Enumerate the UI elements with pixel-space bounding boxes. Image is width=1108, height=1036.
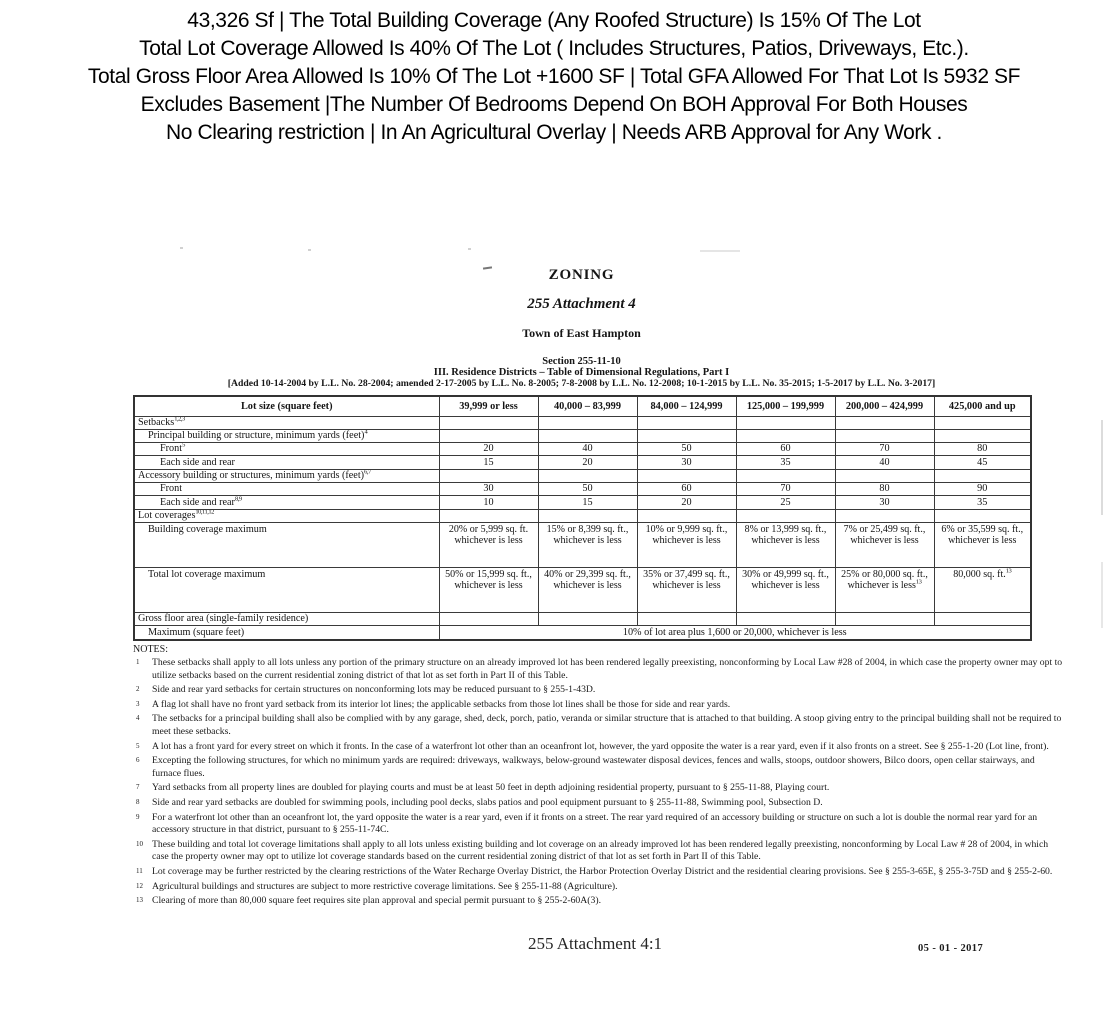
footer-page-number: 255 Attachment 4:1 xyxy=(527,934,663,953)
column-header: 39,999 or less xyxy=(439,396,538,417)
document-body xyxy=(133,267,1063,908)
table-cell: 15% or 8,399 sq. ft., whichever is less xyxy=(538,522,637,567)
table-subtitle: III. Residence Districts – Table of Dimensional Regulations, Part I xyxy=(433,367,730,378)
note-item: 11 Lot coverage may be further restricted by the clearing restrictions of the Water Recharge Overlay District, the Harbor Protection Overlay District and the residential clearing provisions. See § 255-3-65E, § 255-3-75D and § 255-2-60. xyxy=(136,866,1053,877)
table-row xyxy=(134,496,1031,510)
footer-date: 05 - 01 - 2017 xyxy=(918,943,984,954)
row-label: Each side and rear xyxy=(134,456,439,470)
table-cell xyxy=(439,469,538,482)
scan-artifact xyxy=(1101,420,1103,515)
scan-artifact xyxy=(308,249,311,251)
summary-line: Total Lot Coverage Allowed Is 40% Of The Lot ( Includes Structures, Patios, Driveways, Etc.). xyxy=(139,37,969,60)
note-item: 12 Agricultural buildings and structures are subject to more restrictive coverage limitations. See § 255-11-88 (Agriculture). xyxy=(136,880,618,892)
amendment-history: [Added 10-14-2004 by L.L. No. 28-2004; amended 2-17-2005 by L.L. No. 8-2005; 7-8-2008 by L.L. No. 12-2008; 10-1-2015 by L.L. No. 35-2015; 1-5-2017 by L.L. No. 3-2017] xyxy=(227,378,936,389)
scan-artifact xyxy=(1101,562,1103,628)
table-cell xyxy=(835,429,934,442)
table-cell: 60 xyxy=(736,442,835,456)
table-cell xyxy=(736,429,835,442)
table-cell: 50 xyxy=(538,482,637,496)
table-cell xyxy=(439,416,538,429)
town-heading: Town of East Hampton xyxy=(522,326,641,340)
table-cell: 10 xyxy=(439,496,538,510)
table-cell: 50% or 15,999 sq. ft., whichever is less xyxy=(439,567,538,612)
table-cell: 35% or 37,499 sq. ft., whichever is less xyxy=(637,567,736,612)
table-cell xyxy=(934,416,1031,429)
table-cell: 35 xyxy=(736,456,835,470)
row-label: Total lot coverage maximum xyxy=(134,567,439,612)
table-cell: 40 xyxy=(538,442,637,456)
table-cell xyxy=(835,612,934,625)
table-cell: 6% or 35,599 sq. ft., whichever is less xyxy=(934,522,1031,567)
table-cell xyxy=(934,509,1031,522)
table-cell: 25 xyxy=(736,496,835,510)
table-cell: 20 xyxy=(538,456,637,470)
table-cell xyxy=(538,429,637,442)
notes-label: NOTES: xyxy=(133,643,168,655)
note-item: 1 These setbacks shall apply to all lots unless any portion of the primary structure on an already improved lot has been rendered legally preexisting, nonconforming by Local Law #28 of 2004, in which case the property owner may opt to utilize setbacks based on the current residential zoning district of that lot as set forth in Part II of this Table. xyxy=(136,657,1063,681)
table-row xyxy=(134,482,1031,496)
row-label: Gross floor area (single-family residence) xyxy=(134,612,439,625)
table-cell: 70 xyxy=(736,482,835,496)
table-cell: 15 xyxy=(439,456,538,470)
table-cell xyxy=(835,469,934,482)
note-item: 5 A lot has a front yard for every street on which it fronts. In the case of a waterfront lot other than an oceanfront lot, however, the yard opposite the water is a rear yard, even if it also fronts on a street. See § 255-1-20 (Lot line, front). xyxy=(136,740,1049,752)
table-cell: 30 xyxy=(637,456,736,470)
summary-line: No Clearing restriction | In An Agricultural Overlay | Needs ARB Approval for Any Work . xyxy=(165,121,942,144)
table-header-row xyxy=(134,396,1031,417)
table-cell xyxy=(637,469,736,482)
table-row xyxy=(134,522,1031,567)
table-row xyxy=(134,567,1031,612)
summary-line: 43,326 Sf | The Total Building Coverage (Any Roofed Structure) Is 15% Of The Lot xyxy=(187,9,921,32)
note-item: 4 The setbacks for a principal building shall also be complied with by any garage, shed, deck, porch, patio, veranda or similar structure that is attached to that building. A stoop giving entry to the principal building shall not be required to meet these setbacks. xyxy=(136,713,1062,738)
table-cell xyxy=(934,429,1031,442)
scan-artifact xyxy=(468,248,471,250)
table-cell: 45 xyxy=(934,456,1031,470)
row-label: Setbacks$^{1,2,3}$ xyxy=(134,416,439,429)
table-cell xyxy=(835,509,934,522)
section-heading: Section 255-11-10 xyxy=(542,356,621,367)
table-cell xyxy=(736,612,835,625)
summary-line: Total Gross Floor Area Allowed Is 10% Of The Lot +1600 SF | Total GFA Allowed For That Lot Is 5932 SF xyxy=(87,65,1021,88)
table-cell xyxy=(934,469,1031,482)
table-row xyxy=(134,456,1031,470)
table-cell: 60 xyxy=(637,482,736,496)
table-row xyxy=(134,429,1031,442)
table-cell xyxy=(538,612,637,625)
row-label: Front xyxy=(134,482,439,496)
notes-list xyxy=(133,657,1065,908)
table-cell xyxy=(736,469,835,482)
table-cell xyxy=(439,612,538,625)
attachment-heading: 255 Attachment 4 xyxy=(527,296,636,312)
dimensional-regulations-table xyxy=(133,395,1032,641)
note-item: 9 For a waterfront lot other than an oceanfront lot, the yard opposite the water is a rear yard, even if it fronts on a street. The rear yard required of an accessory building or structure on such a lot is double the normal rear yard for an accessory structure in that district, pursuant to § 255-11-74C. xyxy=(136,811,1038,836)
note-item: 13 Clearing of more than 80,000 square feet requires site plan approval and special permit pursuant to § 255-2-60A(3). xyxy=(136,895,601,907)
table-cell: 80 xyxy=(934,442,1031,456)
table-cell: 30 xyxy=(439,482,538,496)
table-row xyxy=(134,612,1031,625)
note-item: 6 Excepting the following structures, for which no minimum yards are required: driveways, walkways, below-ground wastewater disposal devices, fences and walls, stoops, outdoor showers, Bilco doors, open cellar stairways, and furnace flues. xyxy=(136,755,1035,779)
table-row xyxy=(134,416,1031,429)
table-cell xyxy=(538,469,637,482)
table-cell xyxy=(736,416,835,429)
document-title: ZONING xyxy=(548,267,615,283)
row-label: Principal building or structure, minimum yards (feet)$^4$ xyxy=(134,429,439,442)
table-row xyxy=(134,509,1031,522)
row-label: Front$^5$ xyxy=(134,442,439,456)
table-row xyxy=(134,469,1031,482)
listing-summary xyxy=(0,7,1108,147)
table-cell: 20% or 5,999 sq. ft. whichever is less xyxy=(439,522,538,567)
note-item: 2 Side and rear yard setbacks for certain structures on nonconforming lots may be reduced pursuant to § 255-1-43D. xyxy=(136,684,596,696)
table-cell: 90 xyxy=(934,482,1031,496)
column-header: 125,000 – 199,999 xyxy=(736,396,835,417)
column-header: 200,000 – 424,999 xyxy=(835,396,934,417)
notes-section xyxy=(133,644,1065,908)
table-cell: 20 xyxy=(439,442,538,456)
table-cell xyxy=(637,612,736,625)
scan-artifact xyxy=(700,250,740,252)
note-item: 10 These building and total lot coverage limitations shall apply to all lots unless existing building and lot coverage on an already improved lot has been rendered legally preexisting, nonconforming by Local Law # 28 of 2004, in which case the property owner may opt to utilize lot coverage standards based on the current residential zoning district of that lot as set forth in Part II of this Table. xyxy=(136,838,1049,863)
table-cell: 7% or 25,499 sq. ft., whichever is less xyxy=(835,522,934,567)
table-cell xyxy=(439,429,538,442)
table-cell: 40 xyxy=(835,456,934,470)
table-row xyxy=(134,442,1031,456)
table-cell: 30% or 49,999 sq. ft., whichever is less xyxy=(736,567,835,612)
row-label: Each side and rear$^{8,9}$ xyxy=(134,496,439,510)
row-label: Building coverage maximum xyxy=(134,522,439,567)
table-cell xyxy=(439,509,538,522)
table-cell xyxy=(538,416,637,429)
table-cell: 10% of lot area plus 1,600 or 20,000, whichever is less xyxy=(439,625,1031,640)
column-header: 40,000 – 83,999 xyxy=(538,396,637,417)
column-header: 84,000 – 124,999 xyxy=(637,396,736,417)
note-item: 7 Yard setbacks from all property lines are doubled for playing courts and must be at least 50 feet in depth adjoining residential property, pursuant to § 255-11-88, Playing court. xyxy=(136,782,830,794)
table-cell: 80,000 sq. ft.$^{13}$ xyxy=(934,567,1031,612)
table-cell: 20 xyxy=(637,496,736,510)
table-cell xyxy=(934,612,1031,625)
note-item: 3 A flag lot shall have no front yard setback from its interior lot lines; the applicable setbacks from those lot lines shall be those for side and rear yards. xyxy=(136,698,731,710)
table-cell: 8% or 13,999 sq. ft., whichever is less xyxy=(736,522,835,567)
column-header: 425,000 and up xyxy=(934,396,1031,417)
scan-artifact xyxy=(180,247,183,249)
table-cell xyxy=(637,509,736,522)
summary-line: Excludes Basement |The Number Of Bedrooms Depend On BOH Approval For Both Houses xyxy=(140,93,968,116)
table-cell: 80 xyxy=(835,482,934,496)
table-cell: 35 xyxy=(934,496,1031,510)
table-cell: 50 xyxy=(637,442,736,456)
note-item: 8 Side and rear yard setbacks are doubled for swimming pools, including pool decks, slabs patios and pool equipment pursuant to § 255-11-88, Swimming pool, Subsection D. xyxy=(136,797,823,809)
table-cell xyxy=(538,509,637,522)
table-cell: 70 xyxy=(835,442,934,456)
table-cell: 25% or 80,000 sq. ft., whichever is less$^{13}$ xyxy=(835,567,934,612)
table-cell xyxy=(736,509,835,522)
row-label: Maximum (square feet) xyxy=(134,625,439,640)
table-cell: 30 xyxy=(835,496,934,510)
table-cell xyxy=(637,429,736,442)
table-cell: 10% or 9,999 sq. ft., whichever is less xyxy=(637,522,736,567)
table-cell: 40% or 29,399 sq. ft., whichever is less xyxy=(538,567,637,612)
table-row xyxy=(134,625,1031,640)
column-header: Lot size (square feet) xyxy=(134,396,439,417)
row-label: Lot coverages$^{10,11,12}$ xyxy=(134,509,439,522)
table-cell: 15 xyxy=(538,496,637,510)
row-label: Accessory building or structures, minimum yards (feet)$^{6,7}$ xyxy=(134,469,439,482)
scanned-zoning-document xyxy=(0,250,1108,910)
table-cell xyxy=(637,416,736,429)
table-cell xyxy=(835,416,934,429)
